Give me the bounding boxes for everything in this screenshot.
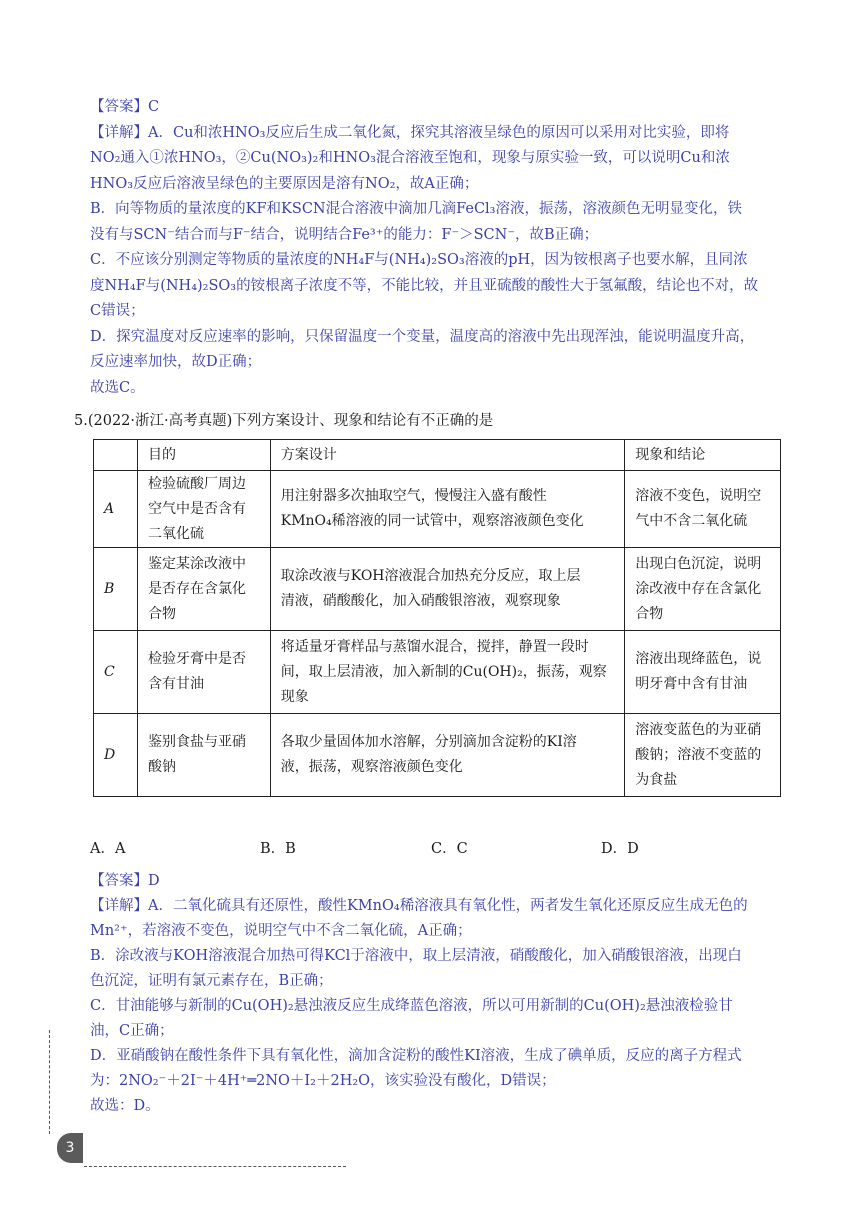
purpose-cell <box>137 631 270 714</box>
explanation-line: 【详解】A．二氧化硫具有还原性，酸性KMnO₄稀溶液具有氧化性，两者发生氧化还原反应生成无色的 <box>90 898 748 914</box>
explanation-line: NO₂通入①浓HNO₃，②Cu(NO₃)₂和HNO₃混合溶液至饱和，现象与原实验一致，可以说明Cu和浓 <box>90 150 730 166</box>
page-border-decoration <box>84 1166 346 1167</box>
explanation-line: 为：2NO₂⁻＋2I⁻＋4H⁺═2NO＋I₂＋2H₂O，该实验没有酸化，D错误； <box>90 1073 556 1089</box>
option-c[interactable]: C．C <box>431 841 468 857</box>
result-cell <box>625 548 781 631</box>
result-cell <box>625 471 781 548</box>
option-b[interactable]: B．B <box>260 841 296 857</box>
cell-line: 含有甘油 <box>147 676 204 692</box>
explanation-line: D．亚硝酸钠在酸性条件下具有氧化性，滴加含淀粉的酸性KI溶液，生成了碘单质，反应的离子方程式 <box>90 1048 742 1064</box>
purpose-cell <box>137 714 270 797</box>
cell-line: 合物 <box>147 605 176 622</box>
table-row <box>94 471 781 548</box>
cell-line: 清液，硝酸酸化，加入硝酸银溶液，观察现象 <box>280 593 561 609</box>
cell-line: 是否存在含氯化 <box>147 580 246 597</box>
cell-line: 空气中是否含有 <box>147 500 246 517</box>
option-a[interactable]: A．A <box>90 841 126 857</box>
cell-line: 各取少量固体加水溶解，分别滴加含淀粉的KI溶 <box>280 734 577 750</box>
cell-line: 溶液出现绛蓝色，说 <box>635 651 762 667</box>
cell-line: 合物 <box>635 605 664 622</box>
header-cell-purpose: 目的 <box>137 440 270 471</box>
cell-line: 为食盐 <box>635 771 678 788</box>
explanation-line: B．涂改液与KOH溶液混合加热可得KCl于溶液中，取上层清液，硝酸酸化，加入硝酸银溶液，出现白 <box>90 948 742 964</box>
explanation-line: 故选：D。 <box>90 1098 160 1114</box>
explanation-line: 反应速率加快，故D正确； <box>90 354 262 370</box>
result-cell <box>625 631 781 714</box>
cell-line: 酸钠；溶液不变蓝的 <box>635 746 762 763</box>
design-cell <box>270 548 624 631</box>
answer-block-current <box>90 869 780 1119</box>
header-cell-result: 现象和结论 <box>625 440 781 471</box>
explanation-line: 色沉淀，证明有氯元素存在，B正确； <box>90 973 333 989</box>
experiment-table <box>93 439 781 797</box>
cell-line: 溶液不变色，说明空 <box>635 488 762 504</box>
option-d[interactable]: D．D <box>601 841 639 857</box>
cell-line: 现象 <box>280 688 309 705</box>
cell-line: KMnO₄稀溶液的同一试管中，观察溶液颜色变化 <box>280 513 584 529</box>
cell-line: 将适量牙膏样品与蒸馏水混合，搅拌，静置一段时 <box>280 638 589 655</box>
explanation-line: 故选C。 <box>90 379 145 396</box>
explanation-line: 【详解】A．Cu和浓HNO₃反应后生成二氧化氮，探究其溶液呈绿色的原因可以采用对比实验，即将 <box>90 124 730 141</box>
answer-label: 【答案】D <box>90 873 160 889</box>
purpose-cell <box>137 548 270 631</box>
question-stem: 5.(2022·浙江·高考真题)下列方案设计、现象和结论有不正确的是 <box>74 413 494 429</box>
row-label: C <box>94 631 138 714</box>
cell-line: 间，取上层清液，加入新制的Cu(OH)₂，振荡，观察 <box>280 663 607 680</box>
table-row <box>94 714 781 797</box>
purpose-cell <box>137 471 270 548</box>
cell-line: 鉴别食盐与亚硝 <box>147 734 246 750</box>
page-number: 3 <box>57 1133 83 1163</box>
result-cell <box>625 714 781 797</box>
row-label: B <box>94 548 138 631</box>
table-row <box>94 631 781 714</box>
explanation-line: D．探究温度对反应速率的影响，只保留温度一个变量，温度高的溶液中先出现浑浊，能说明温度升高， <box>90 328 755 345</box>
cell-line: 取涂改液与KOH溶液混合加热充分反应，取上层 <box>280 568 581 584</box>
design-cell <box>270 471 624 548</box>
cell-line: 气中不含二氧化硫 <box>635 513 748 529</box>
explanation-line: B．向等物质的量浓度的KF和KSCN混合溶液中滴加几滴FeCl₃溶液，振荡，溶液颜色无明显变化，铁 <box>90 201 742 217</box>
explanation-line: C．甘油能够与新制的Cu(OH)₂悬浊液反应生成绛蓝色溶液，所以可用新制的Cu(OH)₂悬浊液检验甘 <box>90 998 733 1014</box>
cell-line: 检验硫酸厂周边 <box>147 475 246 492</box>
row-label: D <box>94 714 138 797</box>
cell-line: 用注射器多次抽取空气，慢慢注入盛有酸性 <box>280 488 547 504</box>
answer-block-previous <box>90 95 780 401</box>
cell-line: 二氧化硫 <box>147 525 204 542</box>
answer-label: 【答案】C <box>90 99 160 115</box>
explanation-line: HNO₃反应后溶液呈绿色的主要原因是溶有NO₂，故A正确； <box>90 175 479 192</box>
cell-line: 明牙膏中含有甘油 <box>635 676 748 692</box>
explanation-line: 没有与SCN⁻结合而与F⁻结合，说明结合Fe³⁺的能力：F⁻＞SCN⁻，故B正确； <box>90 226 599 243</box>
design-cell <box>270 714 624 797</box>
explanation-line: C错误； <box>90 303 145 319</box>
explanation-line: 度NH₄F与(NH₄)₂SO₃的铵根离子浓度不等，不能比较，并且亚硫酸的酸性大于氢氟酸，结论也不对，故 <box>90 277 759 294</box>
cell-line: 鉴定某涂改液中 <box>147 555 246 572</box>
table-row <box>94 548 781 631</box>
header-cell-blank <box>94 440 138 471</box>
explanation-line: C．不应该分别测定等物质的量浓度的NH₄F与(NH₄)₂SO₃溶液的pH，因为铵根离子也要水解，且同浓 <box>90 252 748 268</box>
explanation-line: 油，C正确； <box>90 1023 174 1039</box>
explanation-line: Mn²⁺，若溶液不变色，说明空气中不含二氧化硫，A正确； <box>90 923 472 939</box>
cell-line: 酸钠 <box>147 759 176 775</box>
page-border-decoration <box>49 1030 50 1134</box>
row-label: A <box>94 471 138 548</box>
design-cell <box>270 631 624 714</box>
cell-line: 液，振荡，观察溶液颜色变化 <box>280 759 463 775</box>
table-header-row <box>94 440 781 471</box>
cell-line: 涂改液中存在含氯化 <box>635 580 762 597</box>
header-cell-design: 方案设计 <box>270 440 624 471</box>
cell-line: 出现白色沉淀，说明 <box>635 555 762 572</box>
cell-line: 检验牙膏中是否 <box>147 651 246 667</box>
cell-line: 溶液变蓝色的为亚硝 <box>635 721 762 738</box>
